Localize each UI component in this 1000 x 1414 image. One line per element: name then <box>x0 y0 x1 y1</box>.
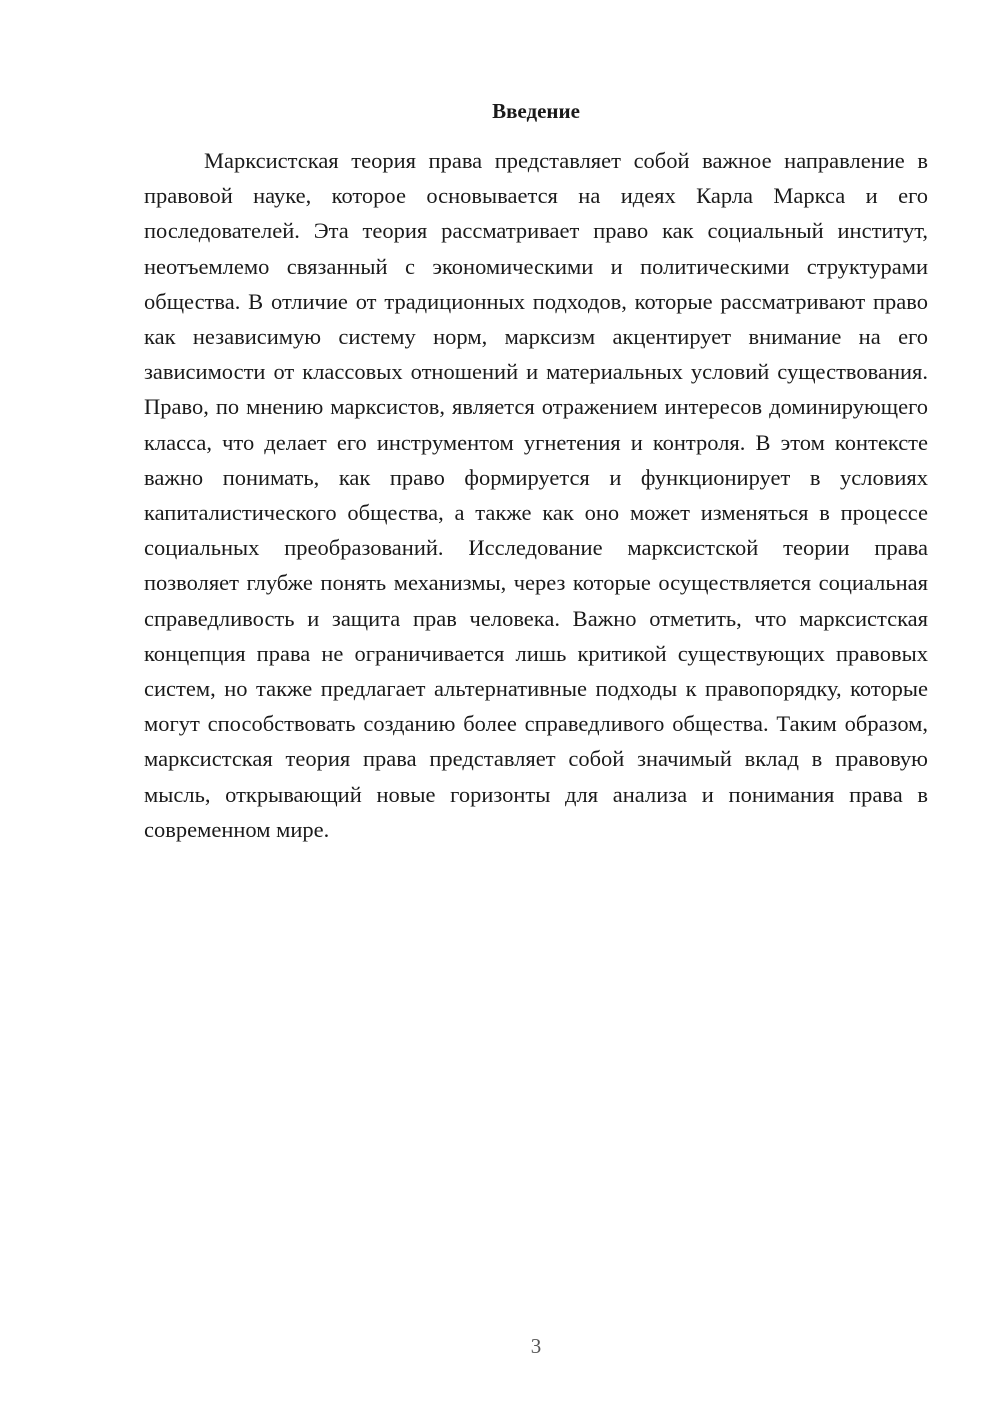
body-paragraph: Марксистская теория права представляет собой важное направление в правовой науке, которое основывается на идеях Карла Маркса и его последователей. Эта теория рассматривает право как социальный институт, неотъемлемо связанный с экономическими и политическими структурами общества. В отличие от традиционных подходов, которые рассматривают право как независимую систему норм, марксизм акцентирует внимание на его зависимости от классовых отношений и материальных условий существования. Право, по мнению марксистов, является отражением интересов доминирующего класса, что делает его инструментом угнетения и контроля. В этом контексте важно понимать, как право формируется и функционирует в условиях капиталистического общества, а также как оно может изменяться в процессе социальных преобразований. Исследование марксистской теории права позволяет глубже понять механизмы, через которые осуществляется социальная справедливость и защита прав человека. Важно отметить, что марксистская концепция права не ограничивается лишь критикой существующих правовых систем, но также предлагает альтернативные подходы к правопорядку, которые могут способствовать созданию более справедливого общества. Таким образом, марксистская теория права представляет собой значимый вклад в правовую мысль, открывающий новые горизонты для анализа и понимания права в современном мире. <box>144 148 928 842</box>
page-number: 3 <box>530 1334 542 1358</box>
section-heading: Введение <box>492 99 580 123</box>
